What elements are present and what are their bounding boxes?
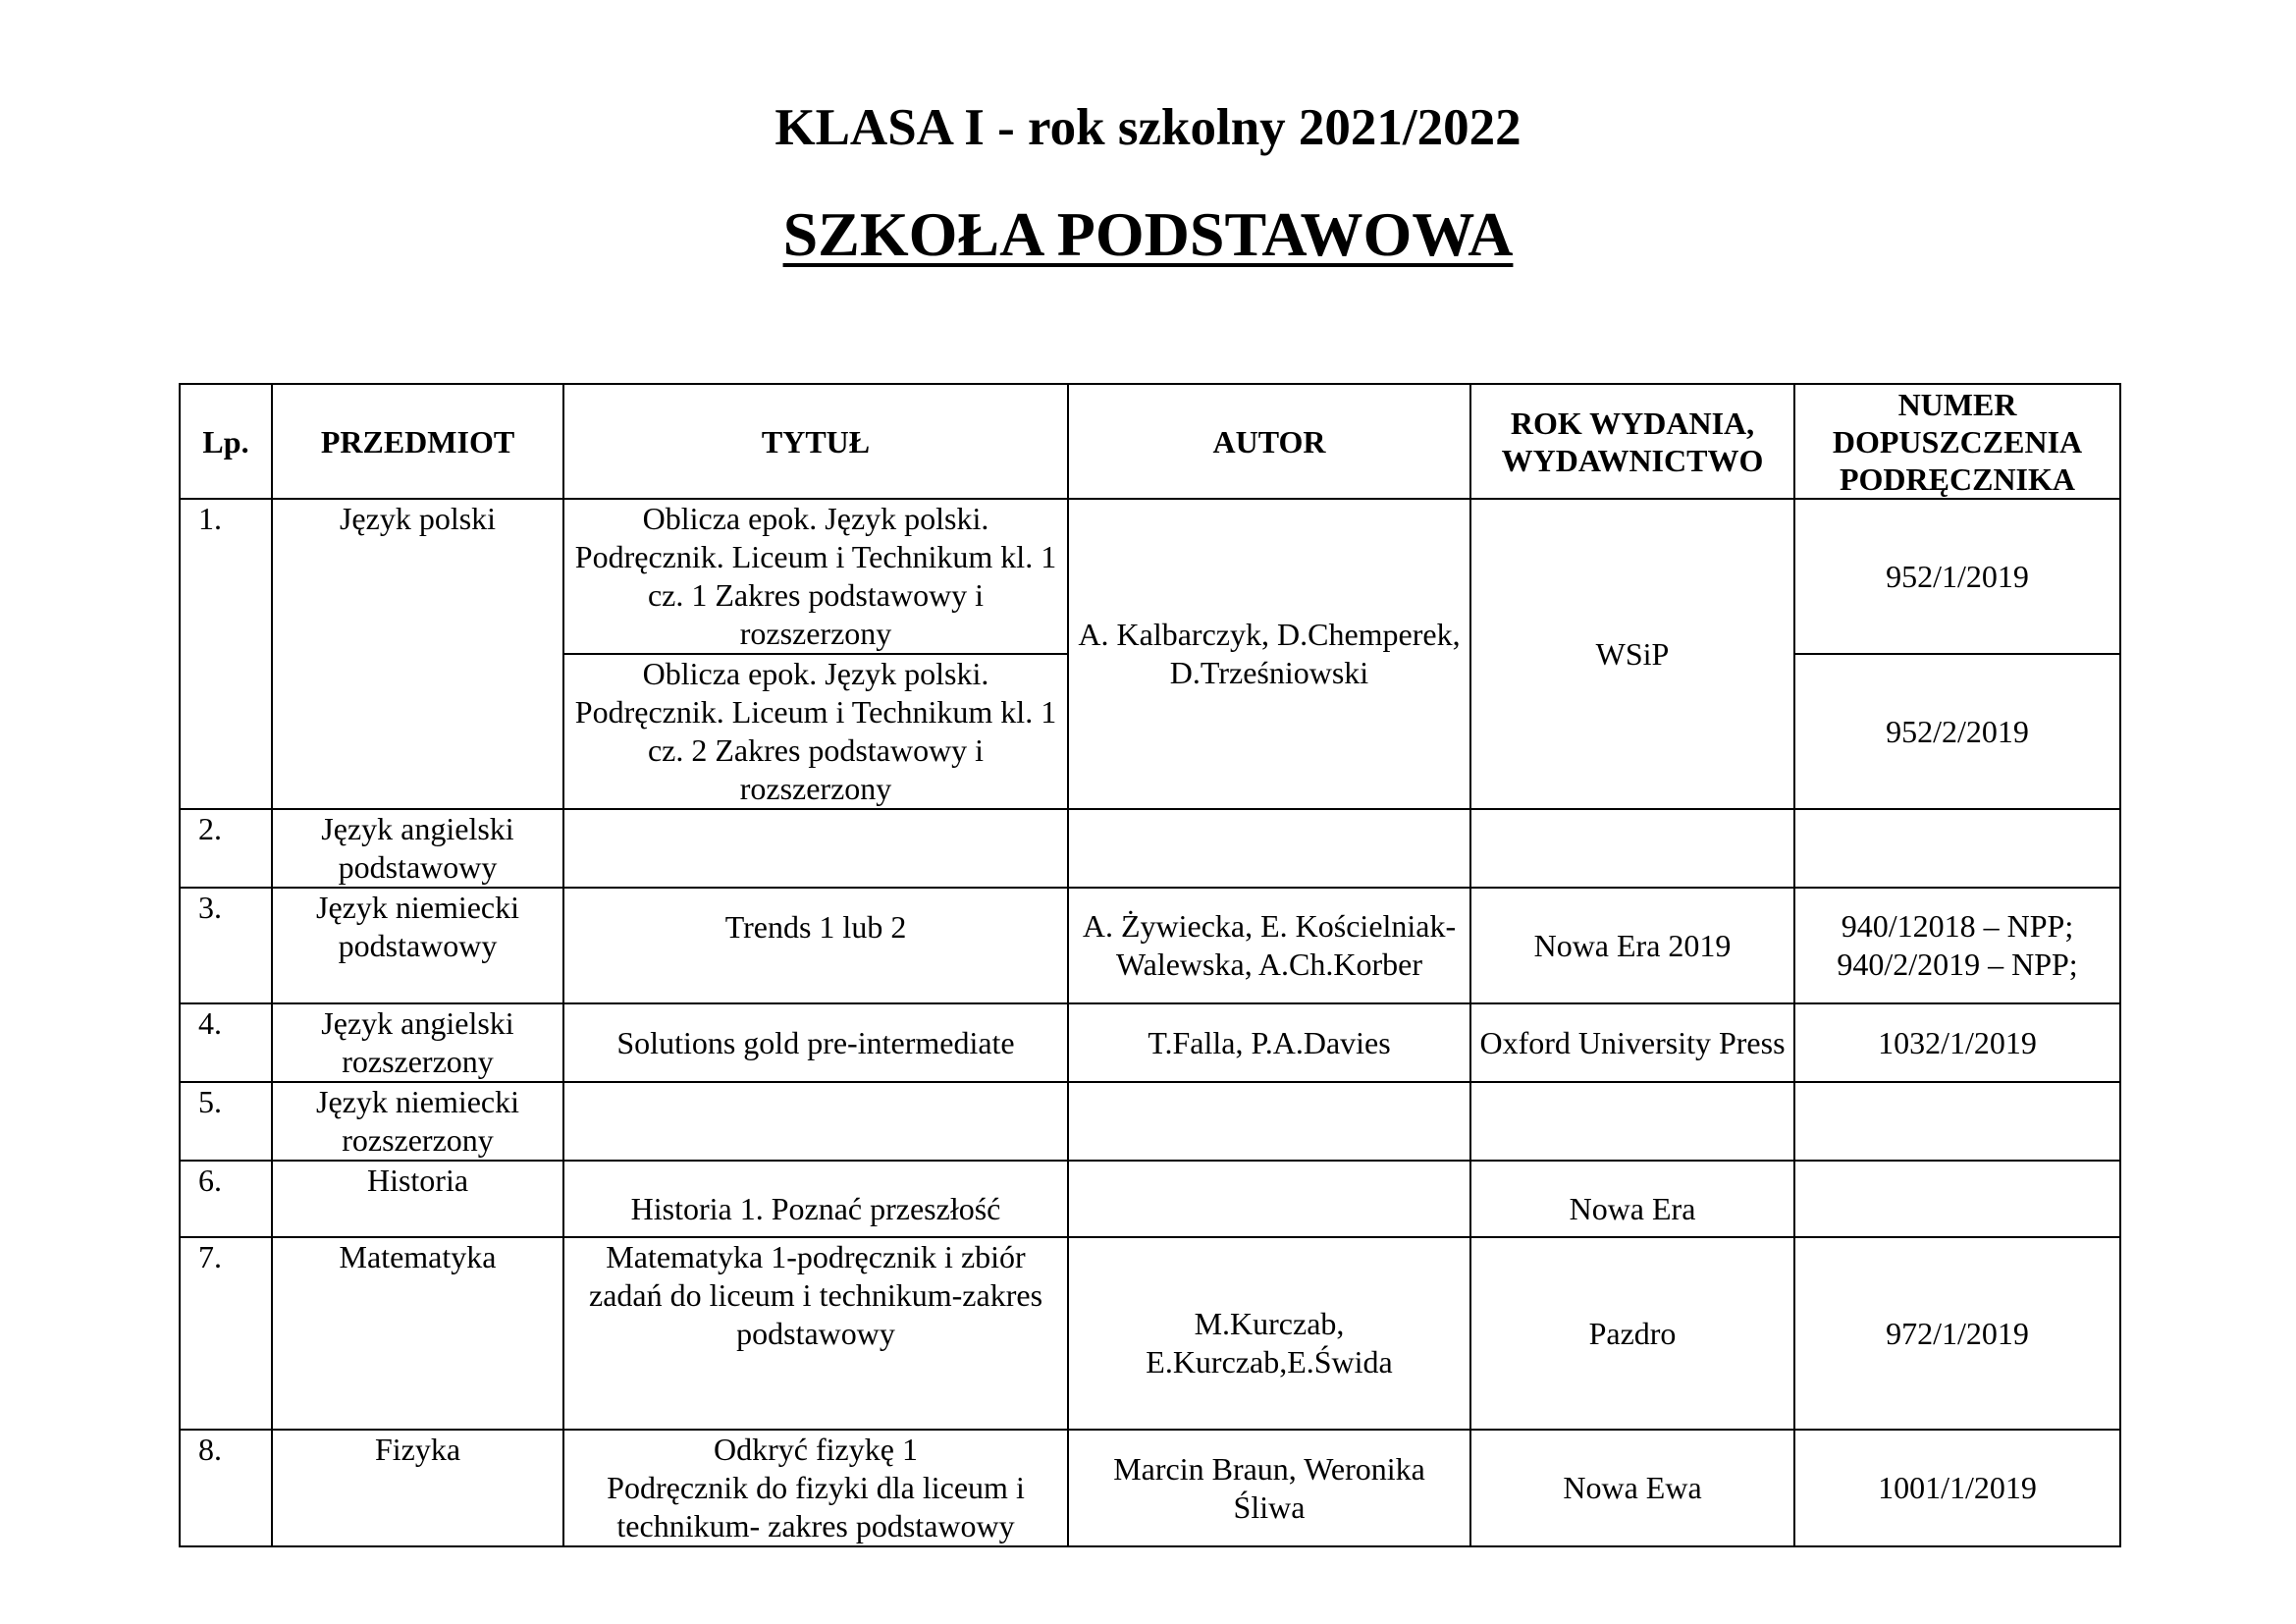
cell-title	[563, 1430, 1068, 1546]
cell-title: Matematyka 1-podręcznik i zbiór zadań do liceum i technikum-zakres podstawowy	[563, 1237, 1068, 1430]
header-lp: Lp.	[180, 384, 272, 499]
table-row	[180, 1237, 2120, 1430]
cell-publisher: Nowa Era 2019	[1470, 888, 1794, 1003]
cell-title	[563, 809, 1068, 888]
cell-lp: 6.	[180, 1161, 272, 1237]
cell-publisher: WSiP	[1470, 499, 1794, 809]
cell-publisher	[1470, 1082, 1794, 1161]
header-title: TYTUŁ	[563, 384, 1068, 499]
table-row	[180, 1161, 2120, 1237]
cell-publisher: Nowa Era	[1470, 1161, 1794, 1237]
cell-title: Historia 1. Poznać przeszłość	[563, 1161, 1068, 1237]
cell-subject: Język angielski rozszerzony	[272, 1003, 563, 1082]
cell-author: A. Kalbarczyk, D.Chemperek, D.Trześniowski	[1068, 499, 1470, 809]
table-row	[180, 499, 2120, 654]
cell-author	[1068, 809, 1470, 888]
cell-lp: 5.	[180, 1082, 272, 1161]
cell-title: Trends 1 lub 2	[563, 888, 1068, 1003]
title-line: Odkryć fizykę 1	[714, 1432, 918, 1467]
cell-title: Oblicza epok. Język polski. Podręcznik. Liceum i Technikum kl. 1 cz. 1 Zakres podstawowy i rozszerzony	[563, 499, 1068, 654]
cell-author	[1068, 1161, 1470, 1237]
cell-approval: 952/2/2019	[1794, 654, 2120, 809]
textbook-table	[179, 383, 2121, 1547]
page-subtitle: SZKOŁA PODSTAWOWA	[782, 199, 1514, 269]
cell-approval: 1001/1/2019	[1794, 1430, 2120, 1546]
cell-lp: 4.	[180, 1003, 272, 1082]
page-title: KLASA I - rok szkolny 2021/2022	[774, 99, 1522, 156]
cell-publisher: Nowa Ewa	[1470, 1430, 1794, 1546]
table-row	[180, 809, 2120, 888]
approval-line: 940/12018 – NPP;	[1841, 908, 2074, 944]
cell-lp: 7.	[180, 1237, 272, 1430]
cell-lp: 3.	[180, 888, 272, 1003]
header-row	[180, 384, 2120, 499]
cell-publisher	[1470, 809, 1794, 888]
title-line: Podręcznik do fizyki dla liceum i technikum- zakres podstawowy	[607, 1470, 1025, 1543]
cell-approval	[1794, 809, 2120, 888]
cell-lp: 8.	[180, 1430, 272, 1546]
header-author: AUTOR	[1068, 384, 1470, 499]
cell-approval: 952/1/2019	[1794, 499, 2120, 654]
header-approval: NUMER DOPUSZCZENIA PODRĘCZNIKA	[1794, 384, 2120, 499]
table-row	[180, 1003, 2120, 1082]
cell-publisher: Oxford University Press	[1470, 1003, 1794, 1082]
cell-subject: Język niemiecki podstawowy	[272, 888, 563, 1003]
cell-title	[563, 1082, 1068, 1161]
cell-subject: Fizyka	[272, 1430, 563, 1546]
cell-title: Oblicza epok. Język polski. Podręcznik. Liceum i Technikum kl. 1 cz. 2 Zakres podstawowy i rozszerzony	[563, 654, 1068, 809]
cell-author: Marcin Braun, Weronika Śliwa	[1068, 1430, 1470, 1546]
cell-author: M.Kurczab, E.Kurczab,E.Świda	[1068, 1237, 1470, 1430]
cell-author: A. Żywiecka, E. Kościelniak-Walewska, A.Ch.Korber	[1068, 888, 1470, 1003]
table-row	[180, 888, 2120, 1003]
cell-title: Solutions gold pre-intermediate	[563, 1003, 1068, 1082]
cell-lp: 1.	[180, 499, 272, 809]
cell-approval	[1794, 1161, 2120, 1237]
approval-line: 940/2/2019 – NPP;	[1837, 947, 2078, 982]
header-subject: PRZEDMIOT	[272, 384, 563, 499]
cell-subject: Historia	[272, 1161, 563, 1237]
cell-author: T.Falla, P.A.Davies	[1068, 1003, 1470, 1082]
cell-approval	[1794, 888, 2120, 1003]
cell-approval	[1794, 1082, 2120, 1161]
cell-subject: Język angielski podstawowy	[272, 809, 563, 888]
cell-approval: 972/1/2019	[1794, 1237, 2120, 1430]
cell-lp: 2.	[180, 809, 272, 888]
cell-subject: Język niemiecki rozszerzony	[272, 1082, 563, 1161]
cell-approval: 1032/1/2019	[1794, 1003, 2120, 1082]
table-row	[180, 1082, 2120, 1161]
header-publisher: ROK WYDANIA, WYDAWNICTWO	[1470, 384, 1794, 499]
cell-subject: Język polski	[272, 499, 563, 809]
table-row	[180, 1430, 2120, 1546]
cell-publisher: Pazdro	[1470, 1237, 1794, 1430]
cell-author	[1068, 1082, 1470, 1161]
cell-subject: Matematyka	[272, 1237, 563, 1430]
